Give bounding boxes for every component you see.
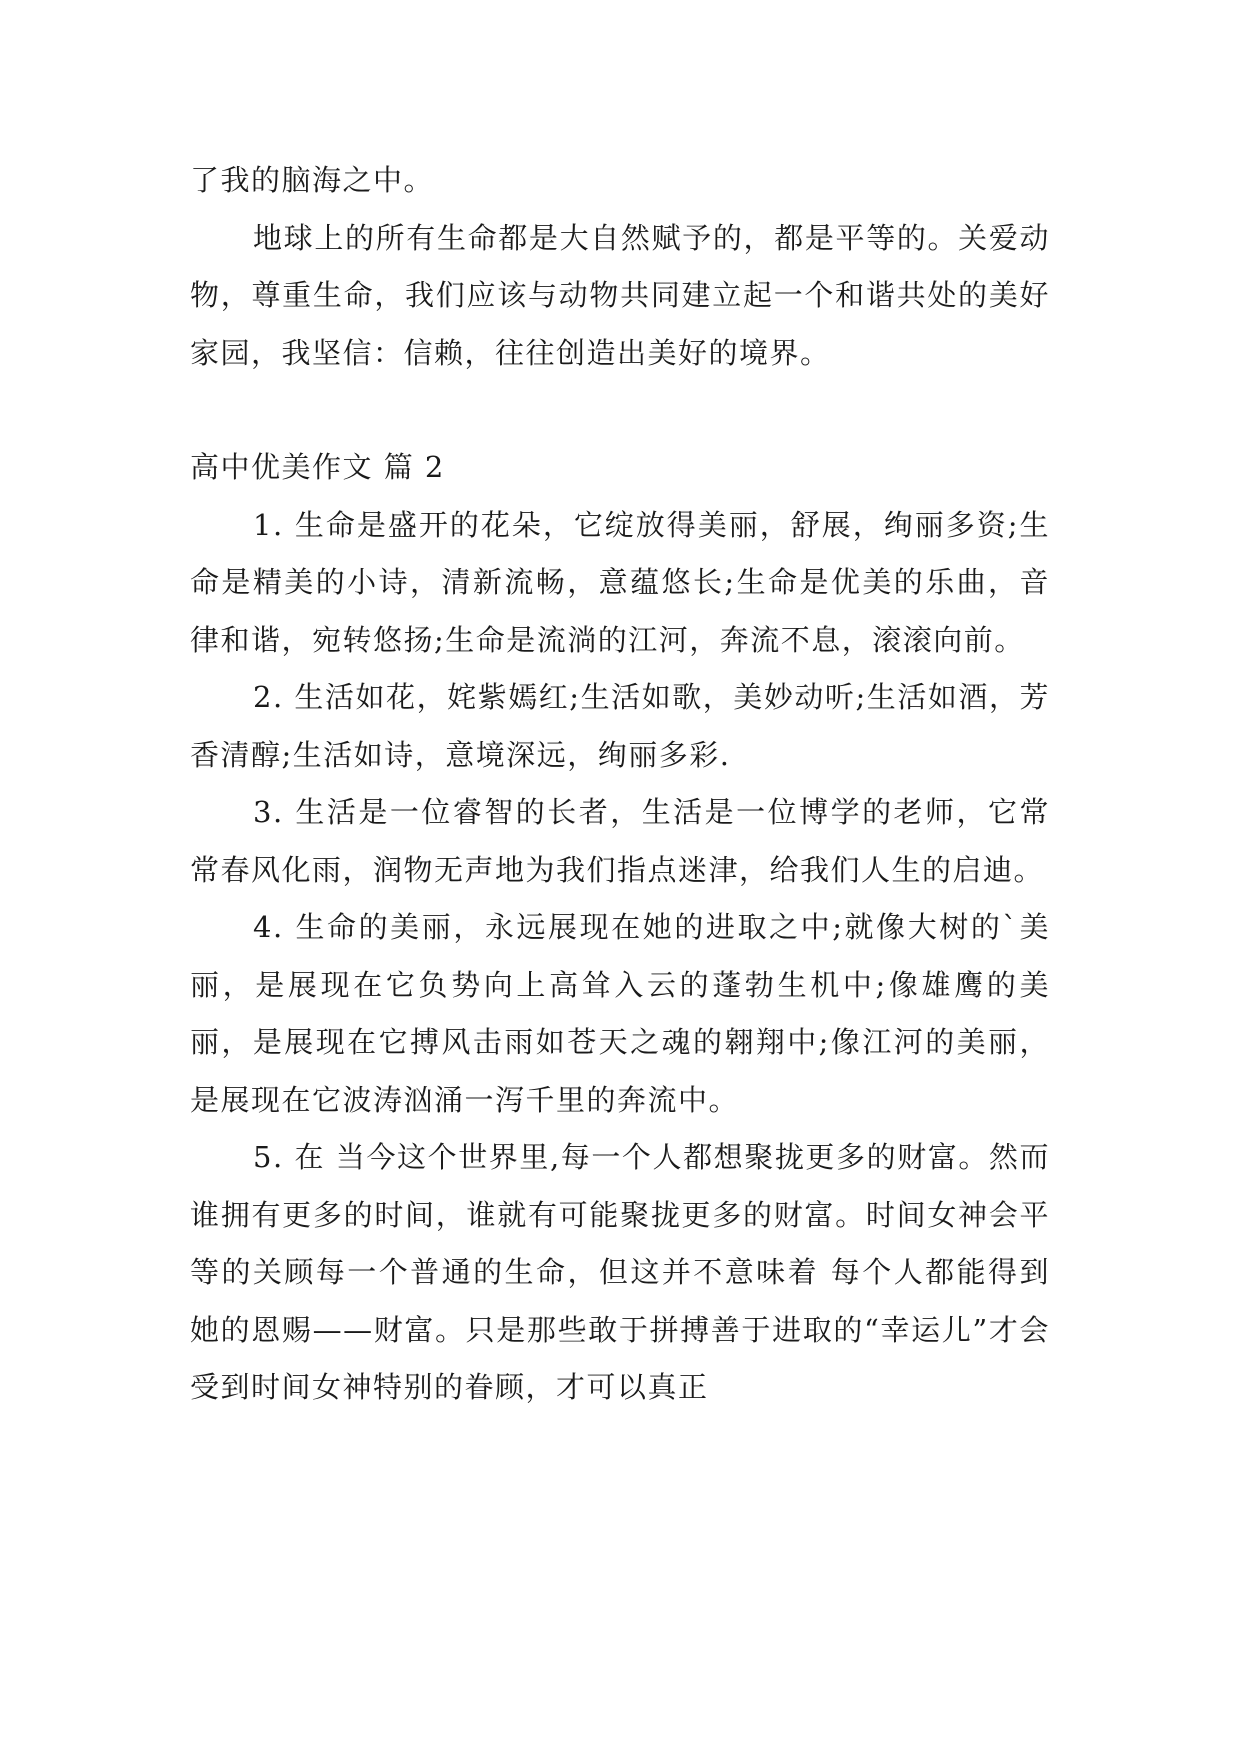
section-gap xyxy=(190,382,1050,439)
document-body xyxy=(190,152,1050,1417)
numbered-paragraph-1: 1. 生命是盛开的花朵，它绽放得美丽，舒展，绚丽多资;生命是精美的小诗，清新流畅，意蕴悠长;生命是优美的乐曲，音律和谐，宛转悠扬;生命是流淌的江河，奔流不息，滚滚向前。 xyxy=(190,507,1050,657)
numbered-paragraph-3: 3. 生活是一位睿智的长者，生活是一位博学的老师，它常常春风化雨，润物无声地为我们指点迷津，给我们人生的启迪。 xyxy=(190,795,1050,887)
numbered-paragraph-4: 4. 生命的美丽，永远展现在她的进取之中;就像大树的`美丽，是展现在它负势向上高耸入云的蓬勃生机中;像雄鹰的美丽，是展现在它搏风击雨如苍天之魂的翱翔中;像江河的美丽，是展现在它波涛汹涌一泻千里的奔流中。 xyxy=(190,910,1050,1117)
section-heading: 高中优美作文 篇 2 xyxy=(190,450,445,484)
numbered-paragraph-2: 2. 生活如花，姹紫嫣红;生活如歌，美妙动听;生活如酒，芳香清醇;生活如诗，意境深远，绚丽多彩. xyxy=(190,680,1050,772)
paragraph-closing: 地球上的所有生命都是大自然赋予的，都是平等的。关爱动物，尊重生命，我们应该与动物共同建立起一个和谐共处的美好家园，我坚信：信赖，往往创造出美好的境界。 xyxy=(190,220,1050,370)
paragraph-continued: 了我的脑海之中。 xyxy=(190,163,435,197)
numbered-paragraph-5: 5. 在 当今这个世界里,每一个人都想聚拢更多的财富。然而谁拥有更多的时间，谁就有可能聚拢更多的财富。时间女神会平等的关顾每一个普通的生命，但这并不意味着 每个人都能得到她的恩赐——财富。只是那些敢于拼搏善于进取的“幸运儿”才会受到时间女神特别的眷顾，才可以真正 xyxy=(190,1140,1050,1404)
